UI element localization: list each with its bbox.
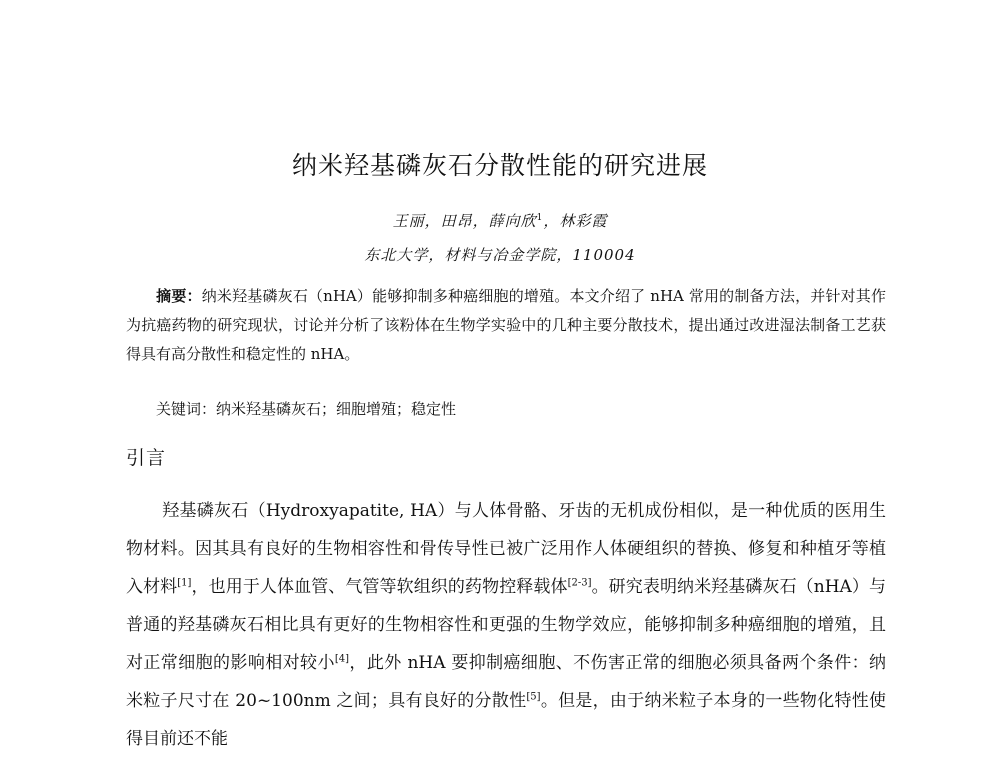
citation-4: [5]: [526, 691, 541, 703]
abstract-text: 纳米羟基磷灰石（nHA）能够抑制多种癌细胞的增殖。本文介绍了 nHA 常用的制备方法，并针对其作为抗癌药物的研究现状，讨论并分析了该粉体在生物学实验中的几种主要分散技术，提出通过改进湿法制备工艺获得具有高分散性和稳定性的 nHA。: [126, 287, 886, 363]
author-names-tail: ，林彩霞: [543, 212, 608, 230]
citation-1: [1]: [177, 577, 192, 589]
affiliation: 东北大学，材料与冶金学院，110004: [364, 246, 636, 264]
body-sentence-5: 。但是，由于纳米粒子本身的一些物化特性使得目前还不能: [126, 691, 887, 749]
body-sentence-4: ，此外 nHA 要抑制癌细胞、不伤害正常的细胞必须具备两个条件：纳米粒子尺寸在 20~100nm 之间；具有良好的分散性: [126, 653, 887, 711]
author-affiliation-marker: 1: [536, 213, 544, 223]
section-heading-introduction: 引言: [126, 447, 167, 469]
abstract-label: 摘要：: [156, 287, 202, 305]
keywords-text: 纳米羟基磷灰石；细胞增殖；稳定性: [216, 400, 457, 418]
author-names: 王丽，田昂，薛向欣: [392, 212, 537, 230]
body-sentence-1: 羟基磷灰石（Hydroxyapatite, HA）与人体骨骼、牙齿的无机成份相似，是一种优质的医用生物材料。因其具有良好的生物相容性和骨传导性已被广泛用作人体硬组织的替换、修复和种植牙等植入材料: [126, 501, 886, 597]
citation-2: [2-3]: [567, 577, 592, 589]
abstract: [126, 282, 886, 369]
introduction-paragraph: [126, 492, 886, 758]
keywords-label: 关键词：: [156, 400, 217, 418]
body-sentence-3: 。研究表明纳米羟基磷灰石（nHA）与普通的羟基磷灰石相比具有更好的生物相容性和更强的生物学效应，能够抑制多种癌细胞的增殖，且对正常细胞的影响相对较小: [126, 577, 887, 673]
keywords: [156, 395, 886, 424]
author-list: [0, 210, 1000, 231]
citation-3: [4]: [334, 653, 350, 665]
body-sentence-2: ，也用于人体血管、气管等软组织的药物控释载体: [191, 577, 568, 597]
paper-title: 纳米羟基磷灰石分散性能的研究进展: [291, 151, 708, 180]
